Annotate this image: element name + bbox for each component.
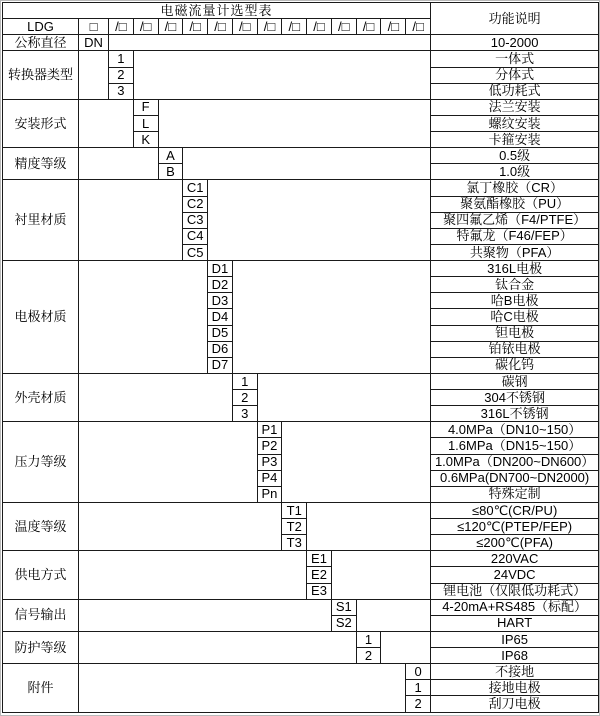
option-code: 2 bbox=[356, 648, 381, 664]
table-row bbox=[3, 664, 599, 680]
option-desc: 聚氨酯橡胶（PU） bbox=[431, 196, 599, 212]
empty-cell bbox=[282, 422, 431, 503]
empty-cell bbox=[158, 99, 431, 147]
option-code: 2 bbox=[232, 390, 257, 406]
table-title: 电磁流量计选型表 bbox=[3, 3, 431, 19]
model-slot: /□ bbox=[232, 19, 257, 35]
option-code: D6 bbox=[208, 341, 233, 357]
empty-cell bbox=[183, 148, 431, 180]
option-desc: 接地电极 bbox=[431, 680, 599, 696]
group-label: 压力等级 bbox=[3, 422, 79, 503]
option-code: 0 bbox=[406, 664, 431, 680]
empty-cell bbox=[257, 373, 431, 421]
table-row bbox=[3, 148, 599, 164]
option-desc: 共聚物（PFA） bbox=[431, 244, 599, 260]
option-desc: 24VDC bbox=[431, 567, 599, 583]
empty-cell bbox=[331, 551, 430, 599]
option-desc: 特氟龙（F46/FEP） bbox=[431, 228, 599, 244]
option-code: E2 bbox=[307, 567, 332, 583]
model-slot: /□ bbox=[158, 19, 183, 35]
table-row bbox=[3, 35, 599, 51]
option-desc: ≤120℃(PTEP/FEP) bbox=[431, 519, 599, 535]
option-code: K bbox=[133, 132, 158, 148]
option-code: P3 bbox=[257, 454, 282, 470]
group-label: 精度等级 bbox=[3, 148, 79, 180]
model-prefix: LDG bbox=[3, 19, 79, 35]
option-desc: 不接地 bbox=[431, 664, 599, 680]
option-desc: IP65 bbox=[431, 631, 599, 647]
diameter-desc: 10-2000 bbox=[431, 35, 599, 51]
model-slot: /□ bbox=[406, 19, 431, 35]
table-row bbox=[3, 373, 599, 389]
option-code: P2 bbox=[257, 438, 282, 454]
option-desc: 刮刀电极 bbox=[431, 696, 599, 713]
empty-cell bbox=[79, 51, 109, 99]
option-desc: 碳钢 bbox=[431, 373, 599, 389]
empty-cell bbox=[79, 99, 134, 147]
table-row bbox=[3, 99, 599, 115]
model-slot: /□ bbox=[331, 19, 356, 35]
option-desc: 4-20mA+RS485（标配） bbox=[431, 599, 599, 615]
group-label: 外壳材质 bbox=[3, 373, 79, 421]
empty-cell bbox=[79, 502, 282, 550]
option-desc: 0.6MPa(DN700~DN2000) bbox=[431, 470, 599, 486]
table-row bbox=[3, 502, 599, 518]
option-code: D4 bbox=[208, 309, 233, 325]
empty-cell bbox=[307, 502, 431, 550]
option-code: S1 bbox=[331, 599, 356, 615]
option-code: C2 bbox=[183, 196, 208, 212]
option-desc: 低功耗式 bbox=[431, 83, 599, 99]
table-row bbox=[3, 551, 599, 567]
option-code: C3 bbox=[183, 212, 208, 228]
option-code: T2 bbox=[282, 519, 307, 535]
option-desc: 聚四氟乙烯（F4/PTFE） bbox=[431, 212, 599, 228]
empty-cell bbox=[79, 422, 258, 503]
option-desc: 铂铱电极 bbox=[431, 341, 599, 357]
option-desc: ≤80℃(CR/PU) bbox=[431, 502, 599, 518]
group-label: 电极材质 bbox=[3, 261, 79, 374]
table-row bbox=[3, 422, 599, 438]
table-row bbox=[3, 180, 599, 196]
empty-cell bbox=[133, 51, 430, 99]
empty-cell bbox=[232, 261, 430, 374]
option-code: P4 bbox=[257, 470, 282, 486]
group-label: 转换器类型 bbox=[3, 51, 79, 99]
option-code: T1 bbox=[282, 502, 307, 518]
option-desc: 304不锈钢 bbox=[431, 390, 599, 406]
option-desc: 1.6MPa（DN15~150） bbox=[431, 438, 599, 454]
option-desc: 卡箍安装 bbox=[431, 132, 599, 148]
group-label: 信号输出 bbox=[3, 599, 79, 631]
option-code: S2 bbox=[331, 615, 356, 631]
model-slot: /□ bbox=[282, 19, 307, 35]
model-box: □ bbox=[79, 19, 109, 35]
option-code: D3 bbox=[208, 293, 233, 309]
option-code: 1 bbox=[406, 680, 431, 696]
option-desc: 316L电极 bbox=[431, 261, 599, 277]
group-label: 温度等级 bbox=[3, 502, 79, 550]
option-desc: 钽电极 bbox=[431, 325, 599, 341]
option-code: D7 bbox=[208, 357, 233, 373]
table-row bbox=[3, 631, 599, 647]
option-code: D2 bbox=[208, 277, 233, 293]
option-desc: 一体式 bbox=[431, 51, 599, 67]
option-code: 1 bbox=[232, 373, 257, 389]
model-slot: /□ bbox=[356, 19, 381, 35]
option-desc: 0.5级 bbox=[431, 148, 599, 164]
empty-cell bbox=[79, 148, 159, 180]
selection-table-body bbox=[3, 3, 599, 713]
option-desc: 316L不锈钢 bbox=[431, 406, 599, 422]
option-desc: 法兰安装 bbox=[431, 99, 599, 115]
option-code: D5 bbox=[208, 325, 233, 341]
option-desc: IP68 bbox=[431, 648, 599, 664]
option-code: C4 bbox=[183, 228, 208, 244]
empty-cell bbox=[79, 373, 233, 421]
option-code: P1 bbox=[257, 422, 282, 438]
option-code: E3 bbox=[307, 583, 332, 599]
empty-cell bbox=[109, 35, 431, 51]
option-desc: 钛合金 bbox=[431, 277, 599, 293]
option-desc: 哈B电极 bbox=[431, 293, 599, 309]
group-label: 供电方式 bbox=[3, 551, 79, 599]
option-code: 3 bbox=[109, 83, 134, 99]
option-code: E1 bbox=[307, 551, 332, 567]
model-slot: /□ bbox=[183, 19, 208, 35]
empty-cell bbox=[79, 551, 307, 599]
option-code: C1 bbox=[183, 180, 208, 196]
model-slot: /□ bbox=[307, 19, 332, 35]
model-slot: /□ bbox=[381, 19, 406, 35]
model-slot: /□ bbox=[257, 19, 282, 35]
selection-table bbox=[2, 2, 599, 713]
option-code: B bbox=[158, 164, 183, 180]
table-row bbox=[3, 51, 599, 67]
empty-cell bbox=[79, 664, 406, 713]
option-desc: 螺纹安装 bbox=[431, 115, 599, 131]
option-code: D1 bbox=[208, 261, 233, 277]
table-row bbox=[3, 3, 599, 19]
group-label: 防护等级 bbox=[3, 631, 79, 663]
option-code: 1 bbox=[109, 51, 134, 67]
table-row bbox=[3, 599, 599, 615]
option-desc: 1.0MPa（DN200~DN600） bbox=[431, 454, 599, 470]
empty-cell bbox=[208, 180, 431, 261]
empty-cell bbox=[356, 599, 430, 631]
option-code: 3 bbox=[232, 406, 257, 422]
empty-cell bbox=[79, 599, 332, 631]
group-label: 衬里材质 bbox=[3, 180, 79, 261]
group-label: 附件 bbox=[3, 664, 79, 713]
model-slot: /□ bbox=[109, 19, 134, 35]
option-desc: 4.0MPa（DN10~150） bbox=[431, 422, 599, 438]
option-code: 2 bbox=[109, 67, 134, 83]
option-code: L bbox=[133, 115, 158, 131]
model-slot: /□ bbox=[133, 19, 158, 35]
option-code: A bbox=[158, 148, 183, 164]
option-desc: 220VAC bbox=[431, 551, 599, 567]
option-desc: 锂电池（仅限低功耗式） bbox=[431, 583, 599, 599]
empty-cell bbox=[79, 631, 357, 663]
empty-cell bbox=[79, 261, 208, 374]
diameter-label: 公称直径 bbox=[3, 35, 79, 51]
option-code: F bbox=[133, 99, 158, 115]
option-desc: HART bbox=[431, 615, 599, 631]
option-desc: 碳化钨 bbox=[431, 357, 599, 373]
function-column-header: 功能说明 bbox=[431, 3, 599, 35]
option-desc: ≤200℃(PFA) bbox=[431, 535, 599, 551]
option-desc: 特殊定制 bbox=[431, 486, 599, 502]
option-code: Pn bbox=[257, 486, 282, 502]
option-desc: 1.0级 bbox=[431, 164, 599, 180]
option-desc: 氯丁橡胶（CR） bbox=[431, 180, 599, 196]
option-desc: 分体式 bbox=[431, 67, 599, 83]
option-code: 2 bbox=[406, 696, 431, 713]
table-row bbox=[3, 261, 599, 277]
empty-cell bbox=[381, 631, 431, 663]
option-code: T3 bbox=[282, 535, 307, 551]
option-code: C5 bbox=[183, 244, 208, 260]
empty-cell bbox=[79, 180, 183, 261]
option-desc: 哈C电极 bbox=[431, 309, 599, 325]
option-code: 1 bbox=[356, 631, 381, 647]
model-slot: /□ bbox=[208, 19, 233, 35]
group-label: 安装形式 bbox=[3, 99, 79, 147]
diameter-code: DN bbox=[79, 35, 109, 51]
